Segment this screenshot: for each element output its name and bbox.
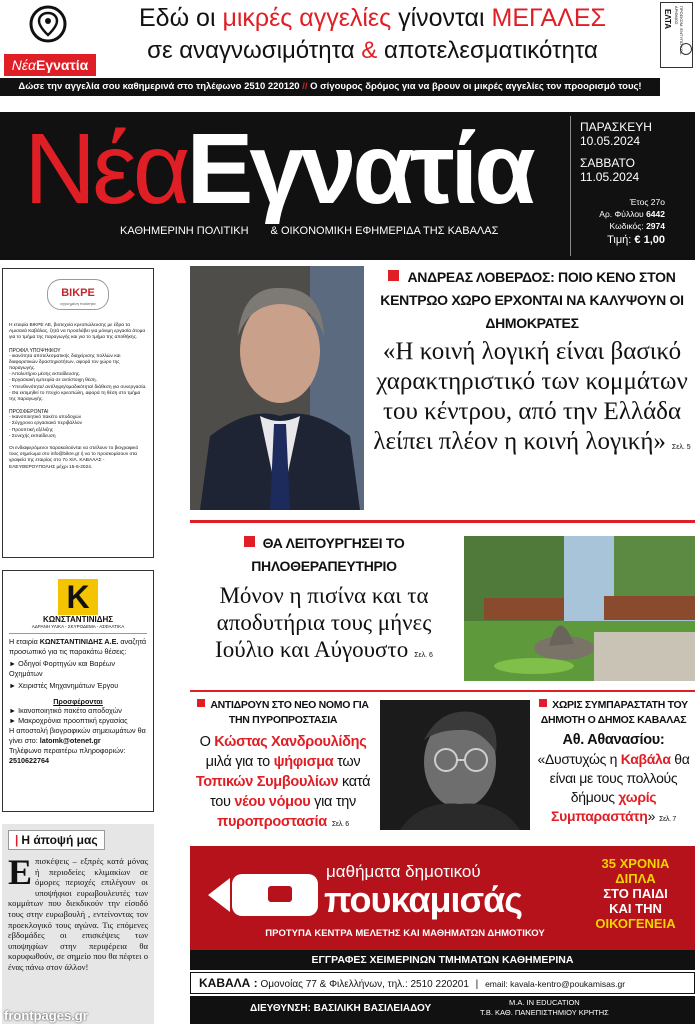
konst-logo-letter: K (58, 579, 98, 615)
masthead-egnatia: Εγνατία (186, 113, 532, 225)
watermark: frontpages.gr (4, 1008, 88, 1023)
poukamisas-sub: ΠΡΟΤΥΠΑ ΚΕΝΤΡΑ ΜΕΛΕΤΗΣ ΚΑΙ ΜΑΘΗΜΑΤΩΝ ΔΗΜΟΤΙΚΟΥ (265, 928, 545, 939)
konst-intro: Η εταιρία ΚΩΝΣΤΑΝΤΙΝΙΔΗΣ Α.Ε. αναζητά προσωπικό για τις παρακάτω θέσεις: (9, 637, 147, 656)
masthead-vrule (570, 116, 571, 256)
poukamisas-address-row: ΚΑΒΑΛΑ : Ομονοίας 77 & Φιλελλήνων, τηλ.: 2510 220201 | email: kavala-kentro@poukamisas.gr (190, 972, 695, 994)
masthead-nea: Νέα (24, 113, 187, 225)
fire-page-ref: Σελ. 6 (331, 821, 349, 828)
spa-headline: Μόνον η πισίνα και τα αποδυτήρια τους μήνες Ιούλιο και Αύγουστο Σελ. 6 (215, 583, 433, 662)
story-ombudsman[interactable] (532, 698, 695, 840)
date-1: 10.05.2024 (580, 134, 641, 148)
konst-offer-2: ► Μακροχρόνια προοπτική εργασίας (9, 716, 128, 725)
day-1: ΠΑΡΑΣΚΕΥΗ (580, 120, 652, 134)
elta-label: ΕΛΤΑ (663, 9, 672, 30)
red-square-icon (244, 536, 255, 547)
red-square-icon (539, 699, 547, 707)
poukamisas-degree-2: Τ.Β. ΚΑΘ. ΠΑΝΕΠΙΣΤΗΜΙΟΥ ΚΡΗΤΗΣ (480, 1008, 609, 1017)
konst-pos-2: ► Χειριστές Μηχανημάτων Έργου (9, 681, 119, 690)
vikre-logo (9, 279, 147, 317)
poukamisas-red-panel (190, 846, 695, 950)
story-fire-law[interactable] (190, 698, 376, 840)
opinion-text: Ε πισκέψεις – εξπρές κατά μόνας ή περιοδείες κλιμακίων σε όμορες περιοχές επιλέγουν οι υποψήφιοι ευρωβουλευτές των κομμάτων που διεκδικούν την είσοδό τους στην ευρωβουλή , εντείνοντας τον προεκλογικό τους αγώνα. Τις επόμενες εβδομάδες οι επισκέψεις των υποψηφίων στην περιφέρεια θα κορυφωθούν, σε σημείο που θα πέφτει ο ένας πάνω στον άλλον! (8, 852, 148, 972)
ad-vikre (2, 268, 154, 558)
lead-kicker: ΑΝΔΡΕΑΣ ΛΟΒΕΡΔΟΣ: ΠΟΙΟ ΚΕΝΟ ΣΤΟΝ ΚΕΝΤΡΩΟ ΧΩΡΟ ΕΡΧΟΝΤΑΙ ΝΑ ΚΑΛΥΨΟΥΝ ΟΙ ΔΗΜΟΚΡΑΤΕΣ (380, 269, 684, 331)
photo-loverdos (190, 266, 364, 510)
vikre-logo-text: ΒΙΚΡΕ (61, 287, 95, 299)
red-square-icon (197, 699, 205, 707)
konst-logo (9, 575, 147, 629)
konst-phone-label: Τηλέφωνο περαιτέρω πληροφοριών: (9, 746, 126, 755)
ombudsman-name: Αθ. Αθανασίου: (562, 732, 665, 748)
story-spa[interactable] (190, 532, 458, 682)
banner-black-strip: Δώσε την αγγελία σου καθημερινά στο τηλέφωνο 2510 220120 // Ο σίγουρος δρόμος για να βρουν οι μικρές αγγελίες τον προορισμό τους! (0, 78, 660, 96)
top-banner (0, 0, 695, 92)
poukamisas-email: email: kavala-kentro@poukamisas.gr (485, 979, 626, 989)
lead-story[interactable] (372, 266, 692, 512)
banner-logo (4, 54, 96, 76)
ombudsman-quote: «Δυστυχώς η Καβάλα θα είναι με τους πολλούς δήμους χωρίς Συμπαραστάτη» Σελ. 7 (537, 751, 690, 824)
poukamisas-enroll: ΕΓΓΡΑΦΕΣ ΧΕΙΜΕΡΙΝΩΝ ΤΜΗΜΑΤΩΝ ΚΑΘΗΜΕΡΙΝΑ (190, 950, 695, 970)
poukamisas-brand: πουκαμισάς (324, 879, 523, 920)
banner-headline-2: σε αναγνωσιμότητα & αποτελεσματικότητα (147, 37, 598, 64)
lead-quote: «Η κοινή λογική είναι βασικό χαρακτηριστικό των κομμάτων του κέντρου, από την Ελλάδα λείπει πλέον η κοινή λογική» Σελ. 5 (373, 338, 691, 455)
banner-headline-1: Εδώ οι μικρές αγγελίες γίνονται ΜΕΓΑΛΕΣ (138, 4, 606, 32)
poukamisas-years: 35 ΧΡΟΝΙΑ (601, 856, 670, 871)
poukamisas-pencil-icon (208, 864, 320, 926)
red-square-icon (388, 270, 399, 281)
konst-offer-1: ► Ικανοποιητικό πακέτο αποδοχών (9, 706, 122, 715)
poukamisas-address: Ομονοίας 77 & Φιλελλήνων, τηλ.: 2510 220201 (260, 979, 469, 990)
vikre-offer-title: ΠΡΟΣΦΕΡΟΝΤΑΙ (9, 409, 49, 416)
konst-phone: 2510622764 (9, 756, 49, 765)
opinion-column (2, 824, 154, 1024)
poukamisas-city: ΚΑΒΑΛΑ : (199, 976, 258, 990)
elta-stamp (660, 2, 693, 68)
vikre-logo-sub: εγγυημένη ποιότητα (60, 301, 96, 306)
spa-kicker: ΘΑ ΛΕΙΤΟΥΡΓΗΣΕΙ ΤΟ ΠΗΛΟΘΕΡΑΠΕΥΤΗΡΙΟ (190, 532, 458, 578)
masthead-tagline: ΚΑΘΗΜΕΡΙΝΗ ΠΟΛΙΤΙΚΗ & ΟΙΚΟΝΟΜΙΚΗ ΕΦΗΜΕΡΙΔΑ ΤΗΣ ΚΑΒΑΛΑΣ (120, 225, 499, 237)
loverdos-portrait-icon (190, 266, 364, 510)
ombudsman-kicker: ΧΩΡΙΣ ΣΥΜΠΑΡΑΣΤΑΤΗ ΤΟΥ ΔΗΜΟΤΗ Ο ΔΗΜΟΣ ΚΑΒΑΛΑΣ (540, 699, 688, 726)
masthead-issue-info: Έτος 27ο Αρ. Φύλλου 6442 Κωδικός: 2974 Τιμή: € 1,00 (580, 196, 665, 246)
poukamisas-director: ΔΙΕΥΘΥΝΣΗ: ΒΑΣΙΛΙΚΗ ΒΑΣΙΛΕΙΑΔΟΥ (250, 1003, 432, 1014)
opinion-dropcap: Ε (8, 852, 33, 892)
location-pin-icon (28, 4, 68, 50)
poukamisas-degree-1: Μ.Α. IN EDUCATION (509, 998, 580, 1007)
konst-logo-sub: ΑΔΡΑΝΗ ΥΛΙΚΑ - ΣΚΥΡΟΔΕΜΑ - ΑΣΦΑΛΤΙΚΑ (31, 624, 125, 629)
spa-page-ref: Σελ. 6 (414, 652, 433, 659)
fire-text: Ο Κώστας Χανδρουλίδης μιλά για το ψήφισμα των Τοπικών Συμβουλίων κατά του νέου νόμου για την πυροπροστασία Σελ. 6 (195, 734, 371, 830)
konst-pos-1: ► Οδηγοί Φορτηγών και Βαρέων Οχημάτων (9, 659, 115, 678)
spa-landscape-icon (464, 536, 695, 681)
day-2: ΣΑΒΒΑΤΟ (580, 156, 635, 170)
konst-offer-title: Προσφέρονται (53, 697, 103, 706)
vikre-offer: - Ικανοποιητικό πακέτο αποδοχών - Σύγχρονο εργασιακό περιβάλλον - Προοπτική εξέλιξης - Συνεχής εκπαίδευση (9, 415, 82, 439)
fire-kicker: ΑΝΤΙΔΡΟΥΝ ΣΤΟ ΝΕΟ ΝΟΜΟ ΓΙΑ ΤΗΝ ΠΥΡΟΠΡΟΣΤΑΣΙΑ (190, 698, 376, 728)
photo-athanasiou (380, 700, 530, 830)
banner-logo-nea: Νέα (11, 57, 36, 73)
vikre-outro: Οι ενδιαφερόμενοι παρακαλούνται να στείλουν το βιογραφικό τους σημείωμα στο info@bikre.gr ή να το προσκομίσουν στα γραφεία της εταιρίας στο 7ο ΧΙΛ. ΚΑΒΑΛΑΣ - ΕΛΕΥΘΕΡΟΥΠΟΛΗΣ μέχρι 15-6-2024. (9, 446, 139, 470)
poukamisas-slogan: 35 ΧΡΟΝΙΑ ΔΙΠΛΑ ΣΤΟ ΠΑΙΔΙ ΚΑΙ ΤΗΝ ΟΙΚΟΓΕΝΕΙΑ (578, 856, 693, 931)
divider-2 (190, 690, 695, 692)
opinion-title: | Η άποψή μας (8, 830, 105, 850)
poukamisas-line1: μαθήματα δημοτικού (326, 862, 481, 881)
konst-cv: Η αποστολή βιογραφικών σημειωμάτων θα γίνει στο: latomk@otenet.gr (9, 726, 146, 745)
konst-logo-name: ΚΩΝΣΤΑΝΤΙΝΙΔΗΣ (42, 615, 114, 624)
vikre-intro: Η εταιρία ΒΙΚΡΕ ΑΕ, βιοτεχνία κρεοπώλευσης με έδρα τα Αμισανά Καβάλας, ζητά να προσλάβει για μόνιμη εργασία άτομα για το τμήμα της παραγωγής και για το τμήμα της αποθήκης. (9, 323, 146, 341)
issue-year: Έτος 27ο (629, 197, 665, 207)
ombudsman-page-ref: Σελ. 7 (659, 816, 676, 823)
ad-poukamisas[interactable] (190, 846, 695, 1024)
banner-logo-egnatia: Εγνατία (35, 57, 89, 73)
elta-small-text: ΠΡΟΣΚΟΜ. ΕΝΤΥΠΟ ΚΩΔ. ΑΡΙΘΜΟΣ (674, 6, 684, 56)
photo-spa (464, 536, 695, 681)
divider-1 (190, 520, 695, 523)
vikre-profile: - ικανότητα αποτελεσματικής διαχείρισης πολλών και διαφορετικών δραστηριοτήτων, αφορά τον χώρο της παραγωγής. - Απολυτήριο μέσης εκπαίδευσης. - Εργασιακή εμπειρία σε αντίστοιχη θέση. - Υπευθυνότητα/ αντίληψη/ομαδικότητα/ διάθεση για συνεργασία. - Θα εκτιμηθεί το πτυχίο κρεοπώλη, αφορά τη θέση στο τμήμα της παραγωγής. (9, 353, 147, 403)
date-2: 11.05.2024 (580, 170, 640, 184)
athanasiou-portrait-icon (380, 700, 530, 830)
masthead (0, 112, 695, 260)
masthead-dates (580, 120, 690, 184)
masthead-title (24, 114, 564, 224)
elta-seal-icon (680, 43, 692, 55)
vikre-profile-title: ΠΡΟΦΙΛ ΥΠΟΨΗΦΙΟΥ (9, 347, 61, 354)
lead-page-ref: Σελ. 5 (671, 444, 691, 451)
ad-konstantinidis (2, 570, 154, 812)
poukamisas-director-row (190, 996, 695, 1024)
